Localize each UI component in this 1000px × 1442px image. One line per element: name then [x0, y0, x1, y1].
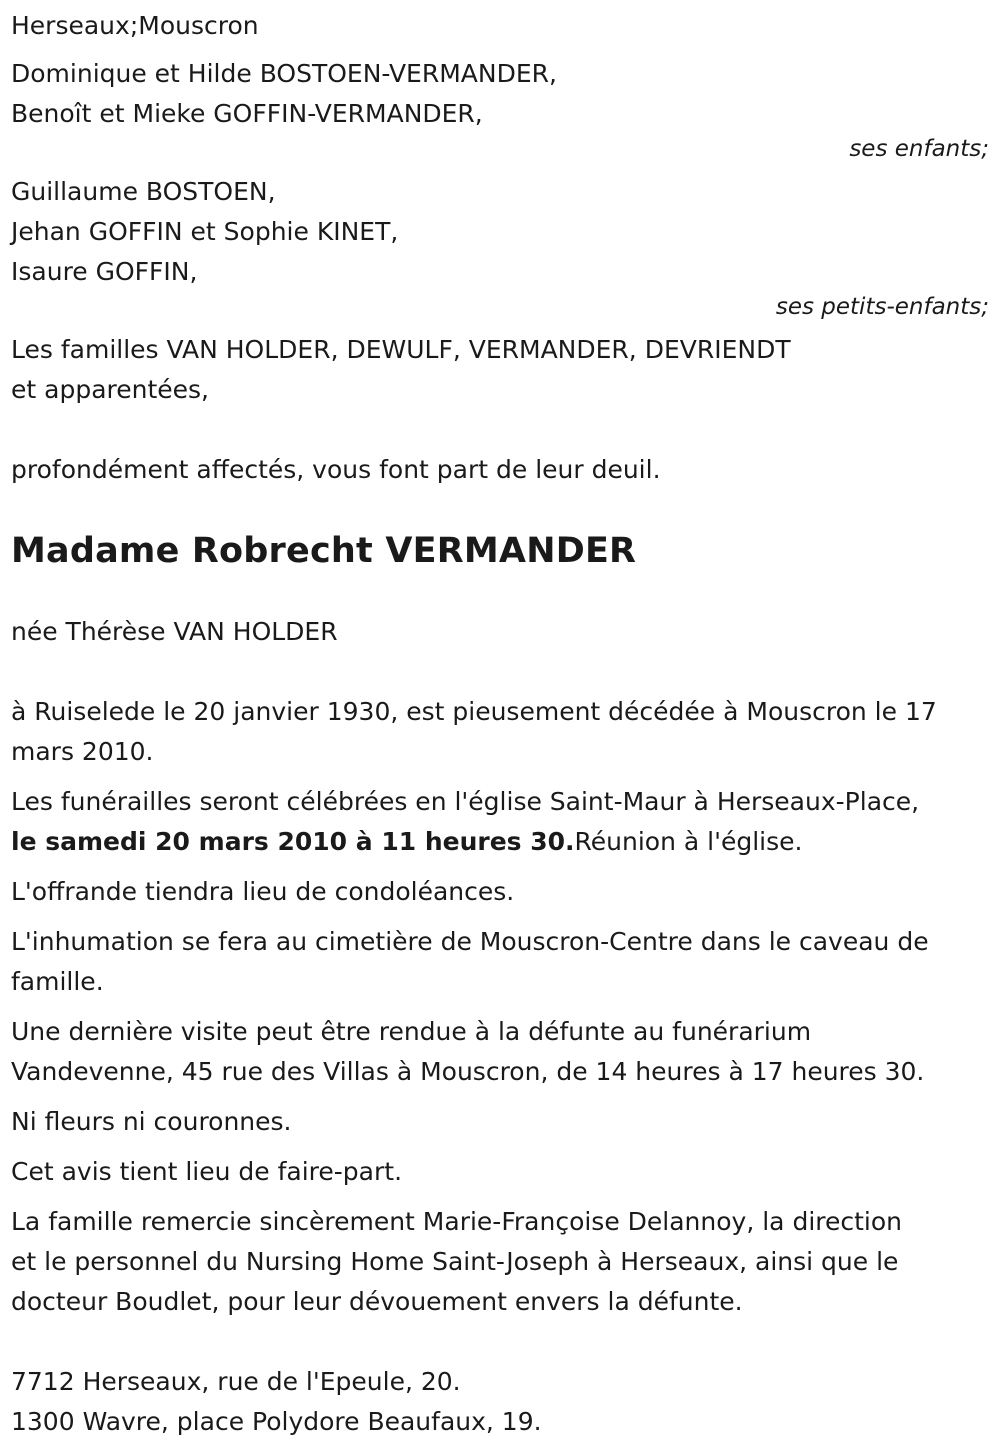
visit	[11, 1012, 991, 1092]
children-block	[11, 54, 991, 164]
families-line: et apparentées,	[11, 375, 209, 404]
visit-line: Une dernière visite peut être rendue à la défunte au funérarium	[11, 1017, 812, 1046]
deceased-name: Madame Robrecht VERMANDER	[11, 531, 637, 571]
burial-line: L'inhumation se fera au cimetière de Mouscron-Centre dans le caveau de	[11, 927, 929, 956]
thanks-line: La famille remercie sincèrement Marie-Françoise Delannoy, la direction	[11, 1207, 903, 1236]
offering: L'offrande tiendra lieu de condoléances.	[11, 877, 515, 906]
address-line: 1300 Wavre, place Polydore Beaufaux, 19.	[11, 1407, 542, 1436]
thanks	[11, 1202, 991, 1322]
birth-death-line: à Ruiselede le 20 janvier 1930, est pieusement décédée à Mouscron le 17	[11, 697, 937, 726]
child-line: Benoît et Mieke GOFFIN-VERMANDER,	[11, 99, 483, 128]
children-role: ses enfants;	[849, 136, 989, 162]
obituary-notice	[11, 6, 991, 1442]
birth-death-line: mars 2010.	[11, 737, 154, 766]
families-block	[11, 330, 991, 410]
child-line: Dominique et Hilde BOSTOEN-VERMANDER,	[11, 59, 557, 88]
funeral-line: Les funérailles seront célébrées en l'église Saint-Maur à Herseaux-Place,	[11, 787, 920, 816]
notice: Cet avis tient lieu de faire-part.	[11, 1157, 403, 1186]
funeral-info	[11, 782, 991, 862]
maiden-name: née Thérèse VAN HOLDER	[11, 617, 338, 646]
birth-death	[11, 692, 991, 772]
funeral-date-line	[11, 822, 991, 862]
announcement: profondément affectés, vous font part de leur deuil.	[11, 455, 661, 484]
funeral-meeting: Réunion à l'église.	[574, 827, 803, 856]
address-line: 7712 Herseaux, rue de l'Epeule, 20.	[11, 1367, 461, 1396]
grandchild-line: Isaure GOFFIN,	[11, 257, 198, 286]
visit-line: Vandevenne, 45 rue des Villas à Mouscron, de 14 heures à 17 heures 30.	[11, 1057, 925, 1086]
grandchild-line: Jehan GOFFIN et Sophie KINET,	[11, 217, 399, 246]
burial	[11, 922, 991, 1002]
families-line: Les familles VAN HOLDER, DEWULF, VERMANDER, DEVRIENDT	[11, 335, 791, 364]
thanks-line: docteur Boudlet, pour leur dévouement envers la défunte.	[11, 1287, 743, 1316]
thanks-line: et le personnel du Nursing Home Saint-Joseph à Herseaux, ainsi que le	[11, 1247, 899, 1276]
grandchild-line: Guillaume BOSTOEN,	[11, 177, 276, 206]
location: Herseaux;Mouscron	[11, 11, 259, 40]
grandchildren-role: ses petits-enfants;	[775, 294, 989, 320]
grandchildren-block	[11, 172, 991, 322]
addresses	[11, 1362, 991, 1442]
no-flowers: Ni fleurs ni couronnes.	[11, 1107, 292, 1136]
funeral-date: le samedi 20 mars 2010 à 11 heures 30.	[11, 827, 575, 856]
burial-line: famille.	[11, 967, 104, 996]
